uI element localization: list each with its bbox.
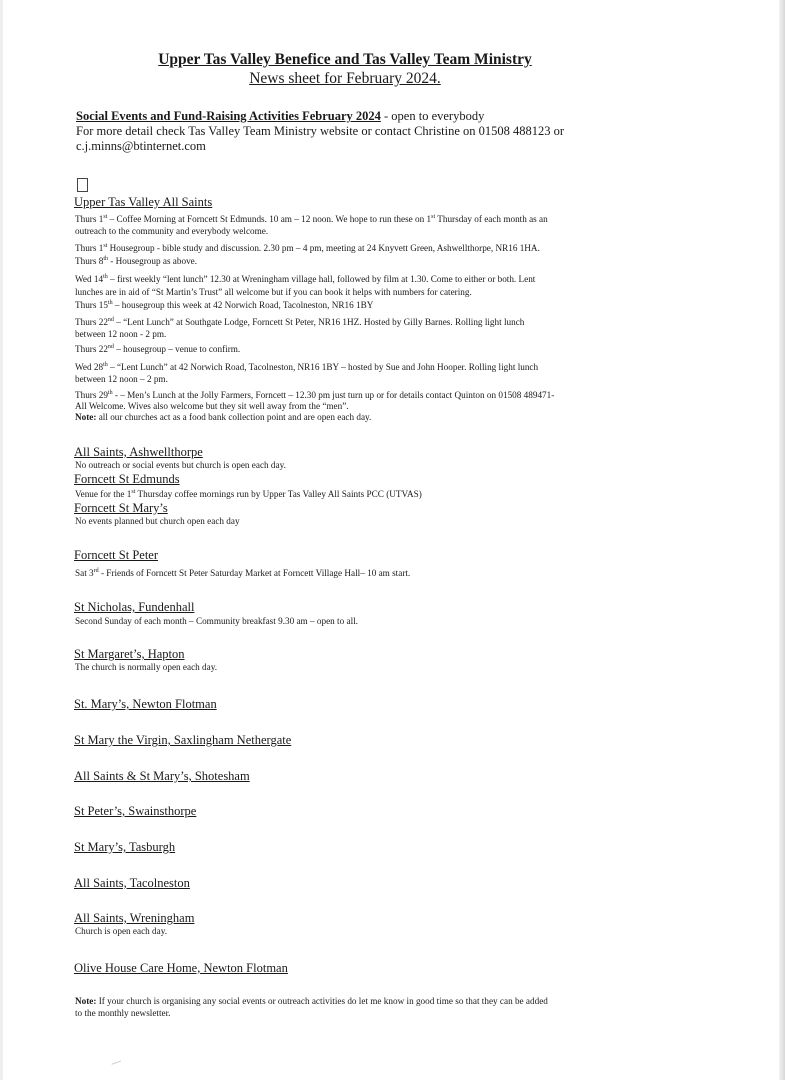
event-line: lunches are in aid of “St Martin’s Trust” all welcome but if you can book it helps with numbers for catering.: [75, 287, 472, 297]
section-heading-tasburgh: St Mary’s, Tasburgh: [74, 840, 176, 854]
section-heading-saxlingham: St Mary the Virgin, Saxlingham Nethergate: [74, 733, 292, 747]
section-heading-forncett-st-peter: Forncett St Peter: [74, 548, 159, 562]
event-line: Thurs 15th – housegroup this week at 42 Norwich Road, Tacolneston, NR16 1BY: [75, 300, 374, 310]
footer-note-line-2: to the monthly newsletter.: [75, 1008, 171, 1018]
section-heading-ashwellthorpe: All Saints, Ashwellthorpe: [74, 445, 203, 459]
section-heading-utvas: Upper Tas Valley All Saints: [74, 195, 213, 209]
scan-edge-left: [0, 0, 3, 1080]
intro-heading-suffix: - open to everybody: [380, 109, 485, 123]
checkbox-glyph-icon: [77, 178, 88, 192]
event-line: All Welcome. Wives also welcome but they sit well away from the “men”.: [75, 401, 349, 411]
scan-edge-right: [779, 0, 785, 1080]
intro-line-1: For more detail check Tas Valley Team Ministry website or contact Christine on 01508 488123 or: [76, 124, 565, 138]
section-heading-hapton: St Margaret’s, Hapton: [74, 647, 185, 661]
scan-mark: [111, 1060, 122, 1068]
event-line: Wed 14th – first weekly “lent lunch” 12.30 at Wreningham village hall, followed by film at 1.30. Come to either or both. Lent: [75, 274, 536, 284]
event-line: between 12 noon – 2 pm.: [75, 374, 168, 384]
page-subtitle: News sheet for February 2024.: [249, 70, 441, 87]
event-line: between 12 noon - 2 pm.: [75, 329, 167, 339]
food-bank-note: Note: all our churches act as a food bank collection point and are open each day.: [75, 412, 372, 422]
section-heading-tacolneston: All Saints, Tacolneston: [74, 876, 190, 890]
section-heading-forncett-st-edmunds: Forncett St Edmunds: [74, 472, 180, 486]
event-line: Thurs 22nd – “Lent Lunch” at Southgate Lodge, Forncett St Peter, NR16 1HZ. Hosted by Gilly Barnes. Rolling light lunch: [75, 317, 525, 327]
section-heading-shotesham: All Saints & St Mary’s, Shotesham: [74, 769, 250, 783]
hapton-text: The church is normally open each day.: [75, 662, 218, 672]
footer-note: Note: If your church is organising any social events or outreach activities do let me know in good time so that they can be added: [75, 996, 548, 1006]
event-line: Thurs 1st – Coffee Morning at Forncett St Edmunds. 10 am – 12 noon. We hope to run these on 1st Thursday of each month as an: [75, 214, 548, 224]
intro-heading: Social Events and Fund-Raising Activities February 2024: [76, 109, 381, 123]
ashwellthorpe-text: No outreach or social events but church is open each day.: [75, 460, 286, 470]
section-heading-fundenhall: St Nicholas, Fundenhall: [74, 600, 195, 614]
section-heading-olive-house: Olive House Care Home, Newton Flotman: [74, 961, 288, 975]
event-line: outreach to the community and everybody welcome.: [75, 226, 269, 236]
event-line: Thurs 1st Housegroup - bible study and discussion. 2.30 pm – 4 pm, meeting at 24 Knyvett Green, Ashwellthorpe, NR16 1HA.: [75, 243, 540, 253]
wreningham-text: Church is open each day.: [75, 926, 168, 936]
forncett-st-peter-text: Sat 3rd - Friends of Forncett St Peter Saturday Market at Forncett Village Hall– 10 am start.: [75, 568, 411, 578]
fundenhall-text: Second Sunday of each month – Community breakfast 9.30 am – open to all.: [75, 616, 358, 626]
section-heading-newton-flotman: St. Mary’s, Newton Flotman: [74, 697, 217, 711]
section-heading-forncett-st-marys: Forncett St Mary’s: [74, 501, 168, 515]
intro-line-2: c.j.minns@btinternet.com: [76, 139, 206, 153]
event-line: Wed 28th – “Lent Lunch” at 42 Norwich Road, Tacolneston, NR16 1BY – hosted by Sue and John Hooper. Rolling light lunch: [75, 362, 539, 372]
forncett-st-marys-text: No events planned but church open each day: [75, 516, 240, 526]
event-line: Thurs 29th - – Men’s Lunch at the Jolly Farmers, Forncett – 12.30 pm just turn up or for details contact Quinton on 01508 489471-: [75, 390, 555, 400]
forncett-st-edmunds-text: Venue for the 1st Thursday coffee mornings run by Upper Tas Valley All Saints PCC (UTVAS): [75, 489, 422, 499]
event-line: Thurs 22nd – housegroup – venue to confirm.: [75, 344, 241, 354]
page-title: Upper Tas Valley Benefice and Tas Valley Team Ministry: [158, 51, 532, 68]
event-line: Thurs 8th - Housegroup as above.: [75, 256, 198, 266]
intro-heading-line: [76, 109, 616, 124]
section-heading-wreningham: All Saints, Wreningham: [74, 911, 195, 925]
section-heading-swainsthorpe: St Peter’s, Swainsthorpe: [74, 804, 197, 818]
intro-block: [76, 109, 616, 154]
